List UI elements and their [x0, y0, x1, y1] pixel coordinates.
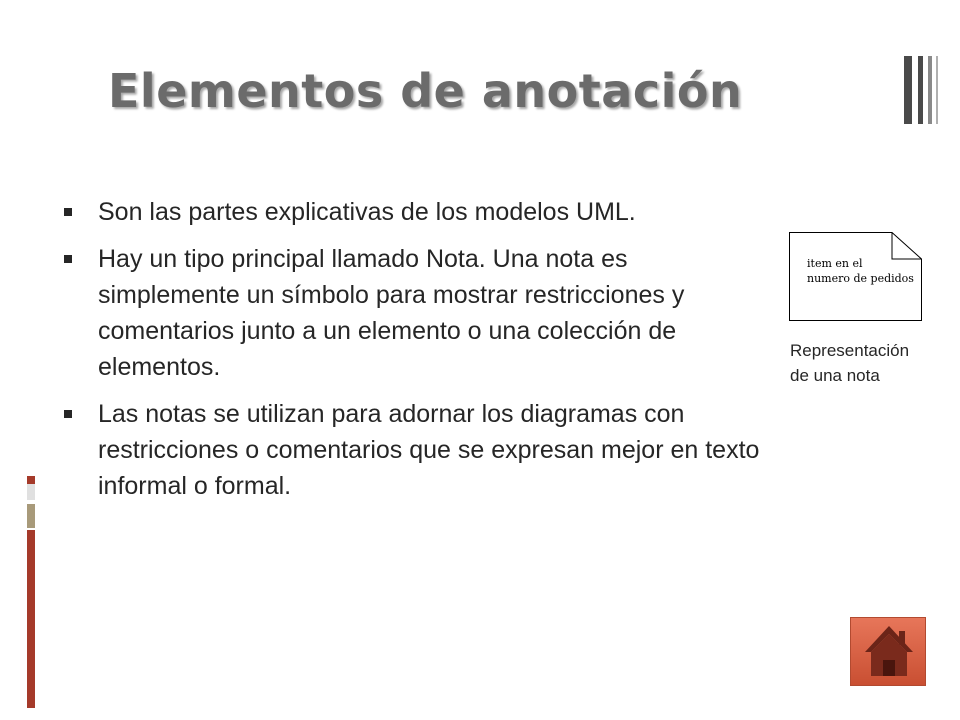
left-accent-bar	[27, 476, 35, 484]
left-accent-bar	[27, 484, 35, 500]
uml-note-figure	[789, 232, 922, 321]
left-accent-bar	[27, 530, 35, 708]
slide-title: Elementos de anotación	[108, 64, 743, 118]
note-text-line: item en el	[807, 257, 863, 270]
square-bullet-icon	[64, 410, 72, 418]
bullet-text: Las notas se utilizan para adornar los diagramas con restricciones o comentarios que se expresan mejor en texto informal o formal.	[98, 400, 760, 500]
bullet-item	[62, 194, 762, 230]
square-bullet-icon	[64, 255, 72, 263]
bullet-text: Hay un tipo principal llamado Nota. Una nota es simplemente un símbolo para mostrar restricciones y comentarios junto a un elemento o una colección de elementos.	[98, 245, 685, 381]
decorative-stripe	[928, 56, 932, 124]
bullet-text: Son las partes explicativas de los modelos UML.	[98, 198, 636, 226]
note-caption	[790, 338, 955, 388]
note-caption-line: de una nota	[790, 366, 880, 385]
note-text-line: numero de pedidos	[807, 272, 914, 285]
decorative-stripe	[918, 56, 923, 124]
decorative-stripe	[936, 56, 938, 124]
decorative-stripe	[904, 56, 912, 124]
left-accent-bar	[27, 504, 35, 528]
home-button[interactable]	[850, 617, 926, 686]
bullet-item	[62, 396, 762, 504]
home-icon	[851, 618, 927, 687]
note-text	[807, 256, 915, 286]
square-bullet-icon	[64, 208, 72, 216]
note-caption-line: Representación	[790, 341, 910, 360]
bullet-list	[62, 194, 762, 515]
bullet-item	[62, 241, 762, 385]
